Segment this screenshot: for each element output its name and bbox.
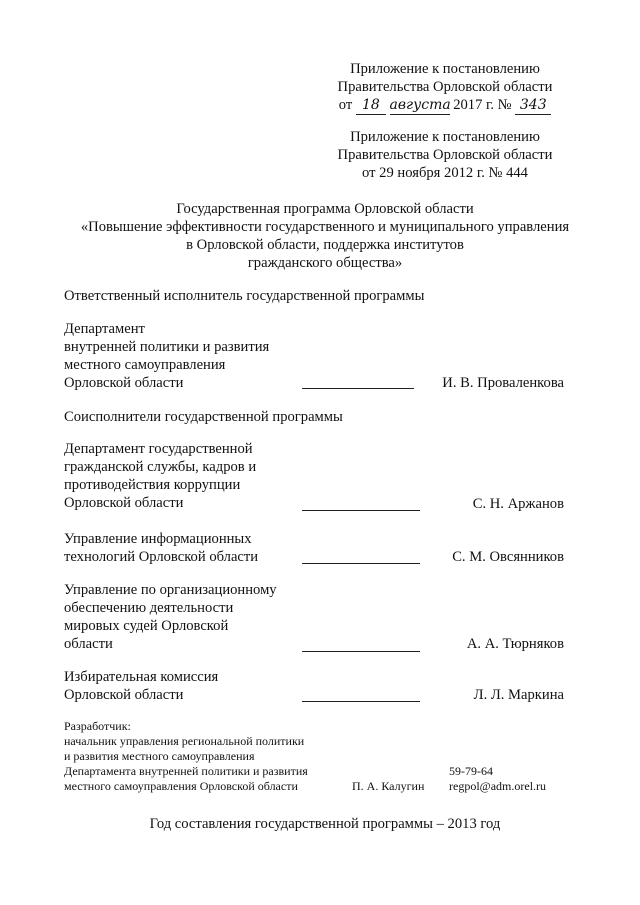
- title-line1: Государственная программа Орловской области: [176, 201, 474, 217]
- title-line4: гражданского общества»: [247, 255, 403, 271]
- coexecutor-org-line: противодействия коррупции: [64, 477, 241, 493]
- developer-line: местного самоуправления Орловской области: [64, 779, 298, 793]
- appendix-current-year: 2017 г. №: [453, 97, 512, 113]
- developer-line: начальник управления региональной политики: [64, 734, 305, 748]
- document-year-footer: Год составления государственной программы – 2013 год: [149, 816, 501, 832]
- coexecutor-org-line: Управление по организационному: [64, 582, 277, 598]
- program-title: [40, 200, 610, 272]
- appendix-current-prefix: от: [338, 97, 353, 113]
- title-line3: в Орловской области, поддержка институтов: [186, 237, 464, 253]
- coexecutor-org-line: Департамент государственной: [64, 441, 253, 457]
- developer-line: и развития местного самоуправления: [64, 749, 255, 763]
- handwritten-number: 343: [515, 96, 551, 115]
- responsible-org: [64, 320, 269, 392]
- developer-name: П. А. Калугин: [352, 779, 425, 793]
- appendix-current-line1: Приложение к постановлению: [350, 61, 540, 77]
- developer-line: Департамента внутренней политики и развития: [64, 764, 308, 778]
- signature-line: [302, 701, 420, 702]
- handwritten-day: 18: [356, 96, 386, 115]
- coexecutor-org-line: обеспечению деятельности: [64, 600, 234, 616]
- coexecutor-org: [64, 581, 277, 653]
- appendix-original-line1: Приложение к постановлению: [350, 129, 540, 145]
- coexecutor-person: Л. Л. Маркина: [473, 687, 564, 703]
- coexecutor-org-line: области: [64, 636, 113, 652]
- coexecutor-org-line: Орловской области: [64, 495, 184, 511]
- coexecutors-heading: Соисполнители государственной программы: [64, 409, 343, 425]
- developer-email: regpol@adm.orel.ru: [449, 779, 547, 793]
- appendix-original: [330, 128, 560, 182]
- title-line2: «Повышение эффективности государственного и муниципального управления: [80, 219, 570, 235]
- coexecutor-org: [64, 440, 256, 512]
- coexecutor-person: А. А. Тюрняков: [466, 636, 564, 652]
- coexecutor-org-line: технологий Орловской области: [64, 549, 259, 565]
- coexecutor-org: [64, 530, 258, 566]
- coexecutor-org-line: Избирательная комиссия: [64, 669, 219, 685]
- responsible-person: И. В. Проваленкова: [442, 375, 564, 391]
- coexecutor-org-line: мировых судей Орловской: [64, 618, 229, 634]
- responsible-org-line: Департамент: [64, 321, 145, 337]
- responsible-org-line: местного самоуправления: [64, 357, 226, 373]
- handwritten-month: августа: [389, 97, 451, 113]
- signature-line: [302, 651, 420, 652]
- appendix-current-date-line: [330, 96, 560, 115]
- signature-line: [302, 388, 414, 389]
- responsible-heading: Ответственный исполнитель государственной программы: [64, 288, 425, 304]
- appendix-original-line2: Правительства Орловской области: [337, 147, 553, 163]
- coexecutor-person: С. Н. Аржанов: [472, 496, 564, 512]
- responsible-org-line: внутренней политики и развития: [64, 339, 270, 355]
- developer-line: Разработчик:: [64, 719, 131, 733]
- coexecutor-org-line: Орловской области: [64, 687, 184, 703]
- developer-phone: 59-79-64: [449, 764, 493, 778]
- coexecutor-person: С. М. Овсянников: [452, 549, 564, 565]
- developer-block: [64, 719, 308, 794]
- responsible-org-line: Орловской области: [64, 375, 184, 391]
- coexecutor-org: [64, 668, 218, 704]
- signature-line: [302, 563, 420, 564]
- signature-line: [302, 510, 420, 511]
- coexecutor-org-line: гражданской службы, кадров и: [64, 459, 257, 475]
- coexecutor-org-line: Управление информационных: [64, 531, 252, 547]
- appendix-current: [330, 60, 560, 115]
- appendix-original-line3: от 29 ноября 2012 г. № 444: [362, 165, 528, 181]
- appendix-current-line2: Правительства Орловской области: [337, 79, 553, 95]
